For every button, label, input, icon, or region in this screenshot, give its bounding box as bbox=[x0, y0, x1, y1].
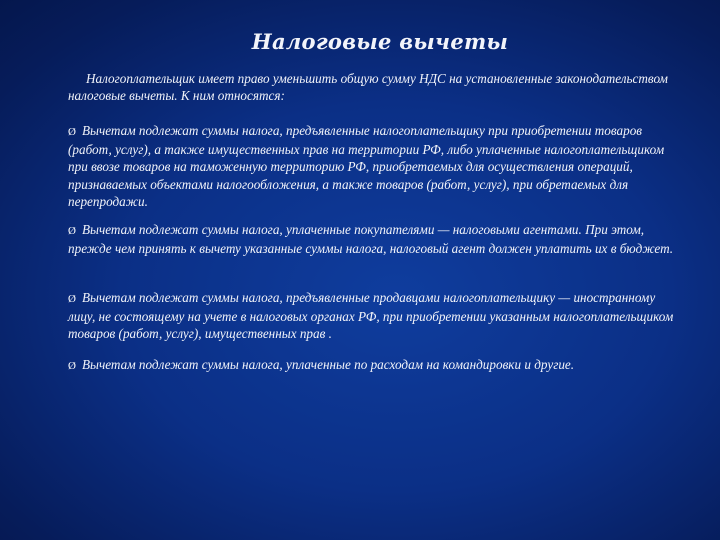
slide-title: Налоговые вычеты bbox=[251, 29, 509, 54]
bullet-item-4 bbox=[68, 356, 680, 375]
arrow-bullet-icon: Ø bbox=[68, 126, 76, 138]
arrow-bullet-icon: Ø bbox=[68, 225, 76, 237]
arrow-bullet-icon: Ø bbox=[68, 360, 76, 372]
intro-paragraph bbox=[68, 70, 698, 104]
bullet-item-2 bbox=[68, 221, 680, 257]
intro-text: Налогоплательщик имеет право уменьшить общую сумму НДС на установленные законодательством налоговые вычеты. К ним относятся: bbox=[68, 71, 668, 103]
bullet-text-1: Вычетам подлежат суммы налога, предъявленные налогоплательщику при приобретении товаров (работ, услуг), а также имущественных прав на территории РФ, либо уплаченные налогоплательщиком при ввозе товаров на таможенную территорию РФ, приобретаемых для осуществления операций, признаваемых объектами налогообложения, а также товаров (работ, услуг), при обретаемых для перепродажи. bbox=[68, 123, 665, 209]
bullet-text-3: Вычетам подлежат суммы налога, предъявленные продавцами налогоплательщику — иностранному лицу, не состоящему на учете в налоговых органах РФ, при приобретении указанным налогоплательщиком товаров (работ, услуг), имущественных прав . bbox=[68, 290, 674, 342]
arrow-bullet-icon: Ø bbox=[68, 293, 76, 305]
bullet-item-3 bbox=[68, 289, 680, 343]
bullet-text-2: Вычетам подлежат суммы налога, уплаченные покупателями — налоговыми агентами. При этом, прежде чем принять к вычету указанные суммы налога, налоговый агент должен уплатить их в бюджет. bbox=[68, 222, 674, 257]
bullet-text-4: Вычетам подлежат суммы налога, уплаченные по расходам на командировки и другие. bbox=[81, 357, 575, 372]
bullet-item-1 bbox=[68, 122, 680, 210]
